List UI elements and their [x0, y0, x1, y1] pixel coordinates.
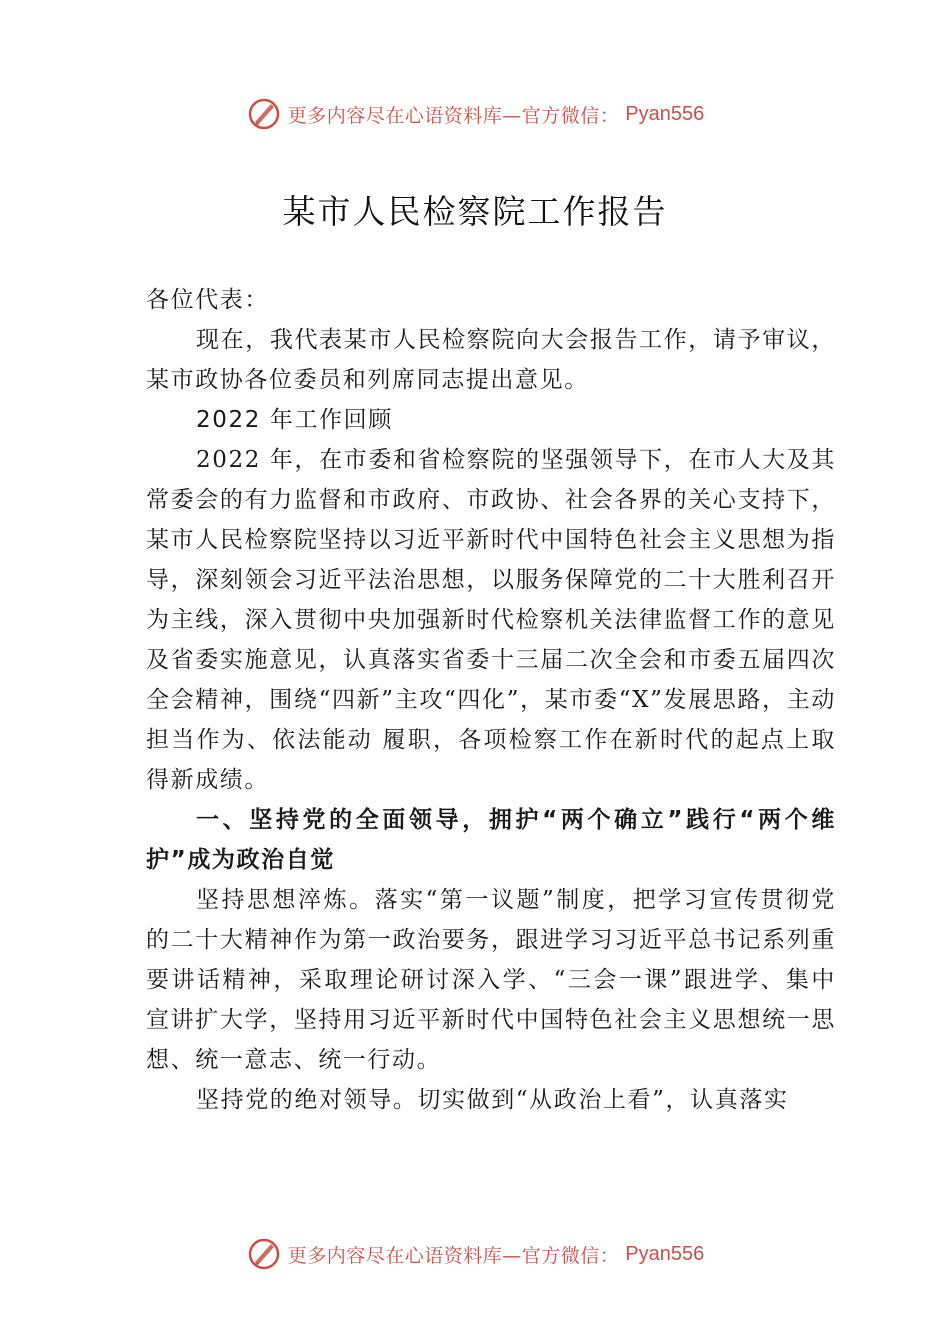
banner-text: 更多内容尽在心语资料库—官方微信： — [287, 1244, 620, 1267]
thought-paragraph: 坚持思想淬炼。落实“第一议题”制度，把学习宣传贯彻党的二十大精神作为第一政治要务，跟进学习习近平总书记系列重要讲话精神，采取理论研讨深入学、“三会一课”跟进学、集中宣讲扩大学，坚持用习近平新时代中国特色社会主义思想统一思想、统一意志、统一行动。 — [146, 887, 836, 1073]
header-watermark-banner — [0, 94, 950, 134]
overview-paragraph: 2022 年，在市委和省检察院的坚强领导下，在市人大及其常委会的有力监督和市政府、市政协、社会各界的关心支持下，某市人民检察院坚持以习近平新时代中国特色社会主义思想为指导，深刻领会习近平法治思想，以服务保障党的二十大胜利召开为主线，深入贯彻中央加强新时代检察机关法律监督工作的意见及省委实施意见，认真落实省委十三届二次全会和市委五届四次全会精神，围绕“四新”主攻“四化”，某市委“X”发展思路，主动担当作为、依法能动 履职，各项检察工作在新时代的起点上取得新成绩。 — [146, 447, 836, 793]
salutation: 各位代表： — [146, 287, 269, 313]
intro-paragraph: 现在，我代表某市人民检察院向大会报告工作，请予审议，某市政协各位委员和列席同志提出意见。 — [146, 327, 836, 393]
brush-logo-icon — [246, 1236, 282, 1272]
banner-wechat-id: Pyan556 — [625, 1242, 705, 1265]
document-body — [146, 280, 836, 1120]
banner-text: 更多内容尽在心语资料库—官方微信： — [287, 104, 620, 127]
page-title: 某市人民检察院工作报告 — [282, 192, 668, 231]
brush-logo-icon — [246, 96, 282, 132]
section-heading: 2022 年工作回顾 — [196, 407, 393, 433]
footer-watermark-banner — [0, 1234, 950, 1274]
banner-wechat-id: Pyan556 — [625, 102, 705, 125]
part1-heading: 一、坚持党的全面领导，拥护“两个确立”践行“两个维护”成为政治自觉 — [146, 807, 836, 873]
leadership-paragraph: 坚持党的绝对领导。切实做到“从政治上看”，认真落实 — [196, 1087, 789, 1113]
